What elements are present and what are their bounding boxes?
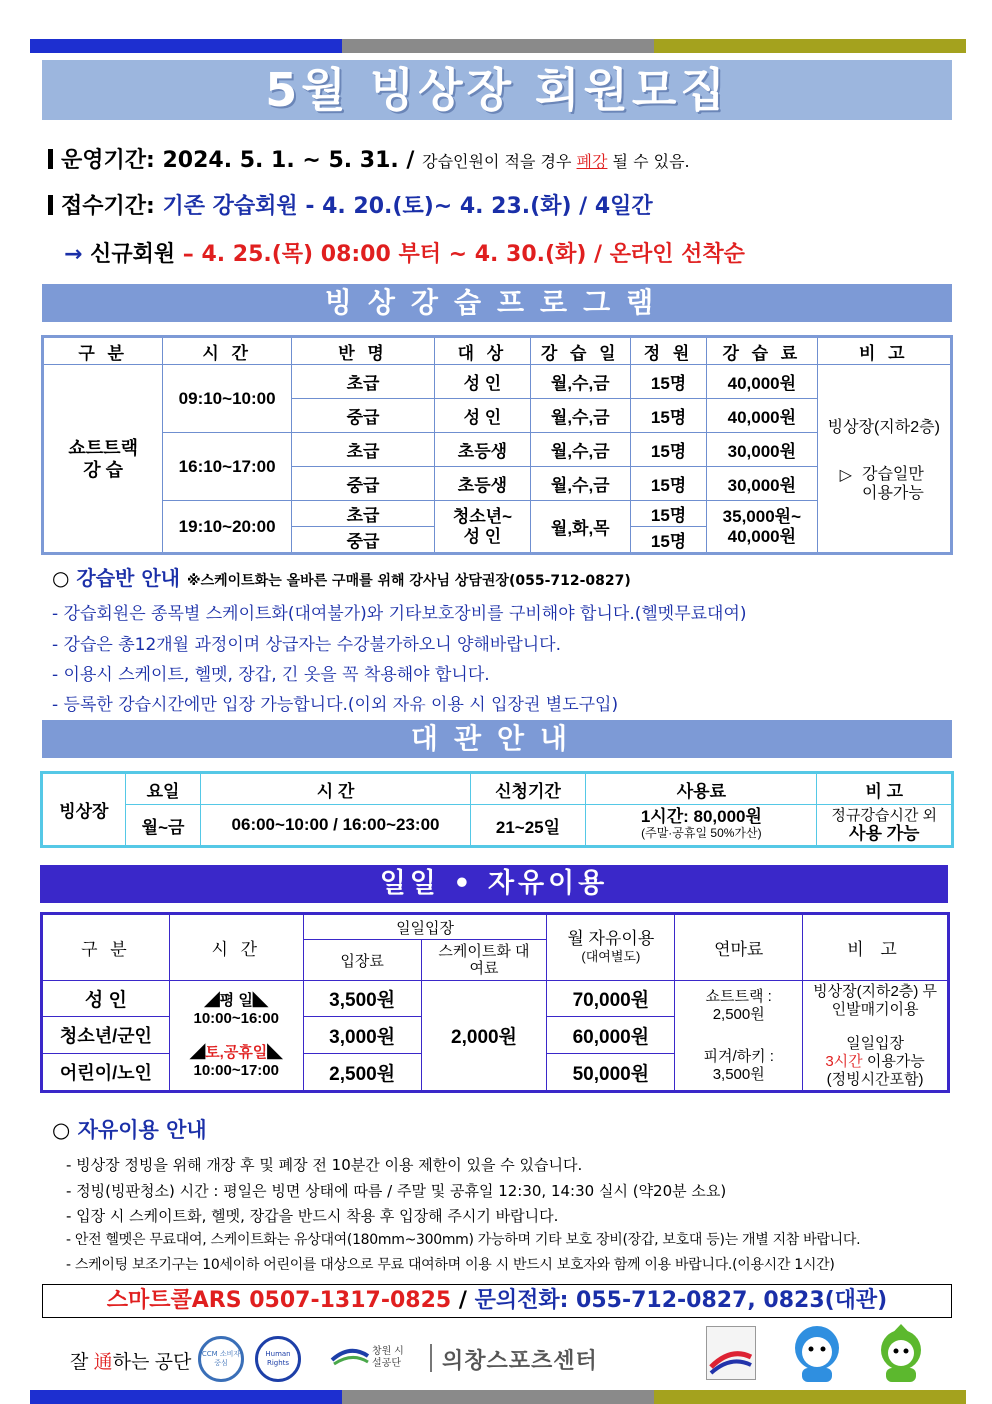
bottom-bar-olive	[654, 1390, 966, 1404]
table-row: 월~금 06:00~10:00 / 16:00~23:00 21~25일 1시간: 80,000원 (주말·공휴일 50%가산) 정규강습시간 외 사용 가능	[42, 805, 953, 847]
certification-mark-icon	[706, 1326, 756, 1380]
top-color-bar	[30, 39, 966, 53]
daily-header-row: 구 분 시 간 일일입장 월 자유이용 (대여별도) 연마료 비 고	[42, 914, 949, 940]
slogan: 잘 通하는 공단	[70, 1352, 192, 1373]
table-row: 쇼트트랙 강 습 09:10~10:00 초급 성 인 월,수,금 15명 40,000원 빙상장(지하2층) ▷ 강습일만 이용가능	[43, 365, 952, 399]
program-header-row: 구 분 시 간 반 명 대 상 강 습 일 정 원 강 습 료 비 고	[43, 337, 952, 365]
daily-header: 일일 • 자유이용	[40, 865, 948, 903]
corp-swoosh-icon	[330, 1346, 370, 1368]
circle-bullet-icon: ○	[52, 566, 70, 590]
table-row: 중급 15명	[43, 527, 952, 554]
green-mascot-icon	[864, 1322, 938, 1384]
table-row: 16:10~17:00 초급 초등생 월,수,금 15명 30,000원	[43, 433, 952, 467]
class-guide-item: - 이용시 스케이트, 헬멧, 장갑, 긴 옷을 꼭 착용해야 합니다.	[52, 665, 490, 685]
free-guide-item: - 정빙(빙판청소) 시간 : 평일은 빙면 상태에 따름 / 주말 및 공휴일 12:30, 14:30 실시 (약20분 소요)	[66, 1182, 727, 1200]
free-guide-item: - 입장 시 스케이트화, 헬멧, 장갑을 반드시 착용 후 입장해 주시기 바랍니다.	[66, 1207, 559, 1225]
program-category: 쇼트트랙 강 습	[43, 365, 163, 554]
bullet-block	[48, 149, 53, 169]
rental-table	[40, 771, 954, 848]
free-guide-item: - 스케이팅 보조기구는 10세이하 어린이를 대상으로 무료 대여하며 이용 시 반드시 보호자와 함께 이용 바랍니다.(이용시간 1시간)	[66, 1257, 835, 1273]
top-bar-olive	[654, 39, 966, 53]
corp-name: 창원 시설공단	[372, 1346, 404, 1369]
new-member-period: → 신규회원 – 4. 25.(목) 08:00 부터 ~ 4. 30.(화) / 온라인 선착순	[64, 242, 745, 267]
table-row: 성 인 ◢평 일◣ 10:00~16:00 ◢토,공휴일◣ 10:00~17:00 3,500원 2,000원 70,000원 쇼트트랙 : 2,500원 피겨/하키 : 3,500원 빙상장(지하2층) 무인발매기이용 일일입장 3시간 이용가능 (정빙시간포함)	[42, 981, 949, 1017]
period-note: 강습인원이 적을 경우 폐강 될 수 있음.	[422, 152, 690, 171]
table-row: 19:10~20:00 초급 청소년~ 성 인 월,화,목 15명 35,000원~ 40,000원	[43, 501, 952, 527]
free-guide-title: ○ 자유이용 안내	[52, 1118, 207, 1142]
free-guide-item: - 안전 헬멧은 무료대여, 스케이트화는 유상대여(180mm~300mm) 가능하며 기타 보호 장비(장갑, 보호대 등)는 개별 지참 바랍니다.	[66, 1232, 861, 1248]
bottom-color-bar	[30, 1390, 966, 1404]
rental-header: 대관안내	[42, 720, 952, 758]
center-name: 의창스포츠센터	[442, 1348, 598, 1373]
sharpen-cell: 쇼트트랙 : 2,500원 피겨/하키 : 3,500원	[675, 981, 803, 1092]
ccm-badge-icon: CCM 소비자중심	[198, 1336, 244, 1382]
class-guide-item: - 강습은 총12개월 과정이며 상급자는 수강불가하오니 양해바랍니다.	[52, 635, 561, 655]
class-guide-item: - 강습회원은 종목별 스케이트화(대여불가)와 기타보호장비를 구비해야 합니다.(헬멧무료대여)	[52, 604, 747, 624]
program-note: 빙상장(지하2층) ▷ 강습일만 이용가능	[817, 365, 951, 554]
bottom-bar-blue	[30, 1390, 342, 1404]
contact-box: 스마트콜ARS 0507-1317-0825 / 문의전화: 055-712-0827, 0823(대관)	[42, 1284, 952, 1318]
page-title: 5월 빙상장 회원모집	[42, 60, 952, 120]
class-guide-title: ○ 강습반 안내 ※스케이트화는 올바른 구매를 위해 강사님 상담권장(055-712-0827)	[52, 566, 631, 590]
reception-period: 접수기간: 기존 강습회원 - 4. 20.(토)~ 4. 23.(화) / 4일간	[48, 189, 653, 220]
top-bar-gray	[342, 39, 654, 53]
rental-venue: 빙상장	[42, 773, 126, 847]
daily-subheader-row: 입장료 스케이트화 대여료	[42, 940, 949, 981]
table-row: 중급 초등생 월,수,금 15명 30,000원	[43, 467, 952, 501]
daily-note-cell: 빙상장(지하2층) 무인발매기이용 일일입장 3시간 이용가능 (정빙시간포함)	[803, 981, 949, 1092]
table-row: 청소년/군인 3,000원 60,000원	[42, 1017, 949, 1054]
bullet-block	[48, 195, 53, 215]
free-guide-item: - 빙상장 정빙을 위해 개장 후 및 폐장 전 10분간 이용 제한이 있을 수 있습니다.	[66, 1156, 583, 1174]
top-bar-blue	[30, 39, 342, 53]
program-table	[41, 335, 953, 555]
logo-divider	[430, 1344, 432, 1372]
daily-table	[40, 912, 950, 1093]
operation-period: 운영기간: 2024. 5. 1. ~ 5. 31. / 강습인원이 적을 경우 폐강 될 수 있음.	[48, 143, 690, 174]
bottom-bar-gray	[342, 1390, 654, 1404]
program-header: 빙상강습프로그램	[42, 284, 952, 322]
daily-time-cell: ◢평 일◣ 10:00~16:00 ◢토,공휴일◣ 10:00~17:00	[169, 981, 303, 1092]
rental-header-row: 빙상장 요일 시 간 신청기간 사용료 비 고	[42, 773, 953, 805]
blue-mascot-icon	[780, 1322, 854, 1384]
table-row: 중급 성 인 월,수,금 15명 40,000원	[43, 399, 952, 433]
human-rights-badge-icon: Human Rights	[255, 1336, 301, 1382]
circle-bullet-icon: ○	[52, 1118, 71, 1142]
class-guide-item: - 등록한 강습시간에만 입장 가능합니다.(이외 자유 이용 시 입장권 별도구입)	[52, 695, 619, 715]
table-row: 어린이/노인 2,500원 50,000원	[42, 1054, 949, 1092]
